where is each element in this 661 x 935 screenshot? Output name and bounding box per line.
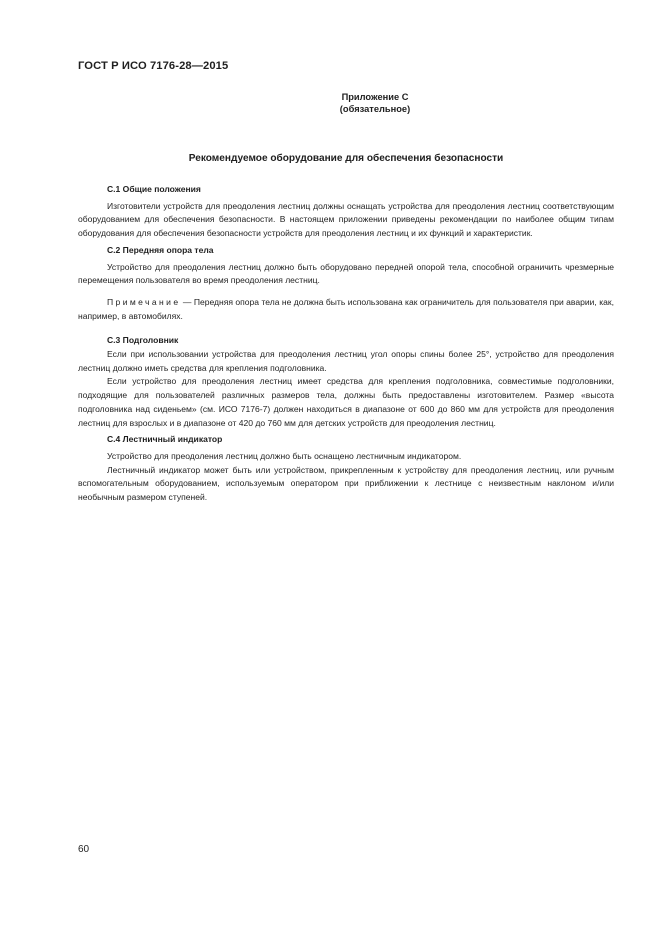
document-body	[78, 183, 614, 505]
section-c4	[78, 433, 614, 505]
section-heading: С.3 Подголовник	[107, 335, 179, 346]
paragraph: Лестничный индикатор может быть или устройством, прикрепленным к устройству для преодоления лестниц, или ручным вспомогательным оборудованием, используемым оператором при приближении к лестнице с неизвестным наклоном и/или необычным размером ступеней.	[78, 464, 614, 503]
page-number: 60	[78, 844, 90, 855]
section-c3	[78, 334, 614, 430]
annex-label-block	[240, 91, 510, 115]
annex-status: (обязательное)	[339, 104, 411, 114]
annex-title: Рекомендуемое оборудование для обеспечения безопасности	[188, 153, 504, 164]
paragraph: Устройство для преодоления лестниц должно быть оснащено лестничным индикатором.	[107, 450, 462, 461]
paragraph: Изготовители устройств для преодоления лестниц должны оснащать устройства для преодоления лестниц соответствующим оборудованием для обеспечения безопасности. В настоящем приложении приведены рекомендации по наиболее общим типам оборудования для обеспечения безопасности устройств для преодоления лестниц и их функций и характеристик.	[78, 200, 614, 239]
section-heading: С.1 Общие положения	[107, 184, 201, 194]
annex-label: Приложение С	[341, 92, 409, 102]
note-text: — Передняя опора тела не должна быть использована как ограничитель для пользователя при аварии, как, например, в автомобилях.	[78, 296, 614, 321]
paragraph: Если устройство для преодоления лестниц имеет средства для крепления подголовника, совместимые подголовники, подходящие для пользователей различных размеров тела, должны быть предоставлены изготовителем. Размер «высота подголовника над сиденьем» (см. ИСО 7176-7) должен находиться в диапазоне от 600 до 860 мм для устройств для преодоления лестниц для взрослых и в диапазоне от 420 до 760 мм для детских устройств для преодоления лестниц.	[78, 376, 614, 428]
note-label: Примечание	[107, 296, 181, 307]
document-id-header: ГОСТ Р ИСО 7176-28—2015	[78, 60, 229, 72]
section-c2	[78, 244, 614, 324]
section-heading: С.4 Лестничный индикатор	[107, 434, 223, 445]
paragraph: Если при использовании устройства для преодоления лестниц угол опоры спины более 25°, устройство для преодоления лестниц должно иметь средства для крепления подголовника.	[78, 349, 614, 373]
section-heading: С.2 Передняя опора тела	[107, 244, 214, 255]
note-paragraph	[78, 296, 614, 323]
section-c1	[78, 183, 614, 241]
paragraph: Устройство для преодоления лестниц должно быть оборудовано передней опорой тела, способной ограничить чрезмерные перемещения пользователя во время преодоления лестниц.	[78, 261, 614, 286]
